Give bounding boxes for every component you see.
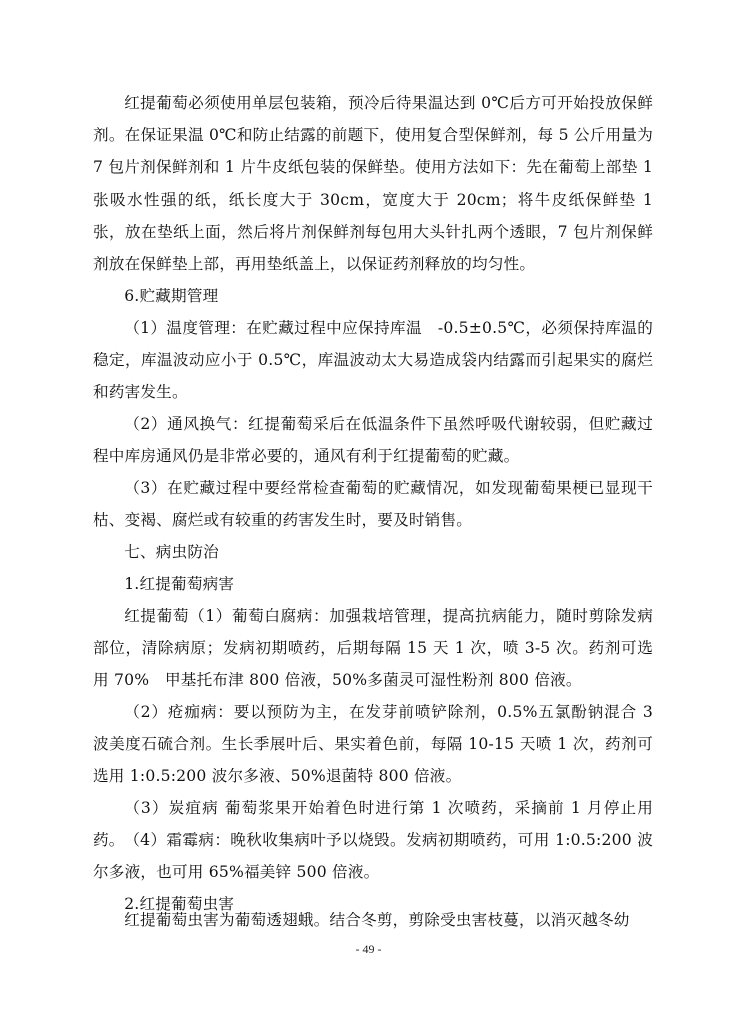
paragraph-white-rot: 红提葡萄（1）葡萄白腐病：加强栽培管理，提高抗病能力，随时剪除发病部位，清除病原；发病初期喷药，后期每隔 15 天 1 次，喷 3-5 次。药剂可选用 70% 甲基托布津 800 倍液，50%多菌灵可湿性粉剂 800 倍液。	[93, 607, 653, 690]
paragraph-inspection: （3）在贮藏过程中要经常检查葡萄的贮藏情况，如发现葡萄果梗已显现干枯、变褐、腐烂或有较重的药害发生时，要及时销售。	[93, 479, 653, 530]
section-heading-storage-management: 6.贮藏期管理	[124, 287, 219, 305]
page-number: - 49 -	[355, 942, 382, 956]
section-heading-pest-control: 七、病虫防治	[124, 543, 219, 561]
paragraph-pests: 红提葡萄虫害为葡萄透翅蛾。结合冬剪，剪除受虫害枝蔓，以消灭越冬幼	[124, 911, 630, 929]
paragraph-temperature-management: （1）温度管理：在贮藏过程中应保持库温 -0.5±0.5℃，必须保持库温的稳定，库温波动应小于 0.5℃，库温波动太大易造成袋内结露而引起果实的腐烂和药害发生。	[93, 319, 653, 402]
paragraph-ventilation: （2）通风换气：红提葡萄采后在低温条件下虽然呼吸代谢较弱，但贮藏过程中库房通风仍是非常必要的，通风有利于红提葡萄的贮藏。	[93, 415, 653, 466]
subsection-heading-diseases: 1.红提葡萄病害	[124, 575, 235, 593]
subsection-heading-pests: 2.红提葡萄虫害	[124, 895, 235, 913]
paragraph-scab: （2）疮痂病：要以预防为主，在发芽前喷铲除剂，0.5%五氯酚钠混合 3 波美度石硫合剂。生长季展叶后、果实着色前，每隔 10-15 天喷 1 次，药剂可选用 1:0.5:200 波尔多液、50%退菌特 800 倍液。	[93, 703, 653, 786]
paragraph-downy-mildew: （4）霜霉病：晚秋收集病叶予以烧毁。发病初期喷药，可用 1:0.5:200 波尔多液，也可用 65%福美锌 500 倍液。	[93, 831, 653, 882]
paragraph-preservative: 红提葡萄必须使用单层包装箱，预冷后待果温达到 0℃后方可开始投放保鲜剂。在保证果温 0℃和防止结露的前题下，使用复合型保鲜剂，每 5 公斤用量为 7 包片剂保鲜剂和 1 片牛皮纸包装的保鲜垫。使用方法如下：先在葡萄上部垫 1 张吸水性强的纸，纸长度大于 30cm，宽度大于 20cm；将牛皮纸保鲜垫 1 张，放在垫纸上面，然后将片剂保鲜剂每包用大头针扎两个透眼，7 包片剂保鲜剂放在保鲜垫上部，再用垫纸盖上，以保证药剂释放的均匀性。	[93, 94, 653, 274]
paragraph-anthracnose: （3）炭疽病 葡萄浆果开始着色时进行第 1 次喷药，采摘前 1 月停止用药。	[93, 799, 653, 850]
